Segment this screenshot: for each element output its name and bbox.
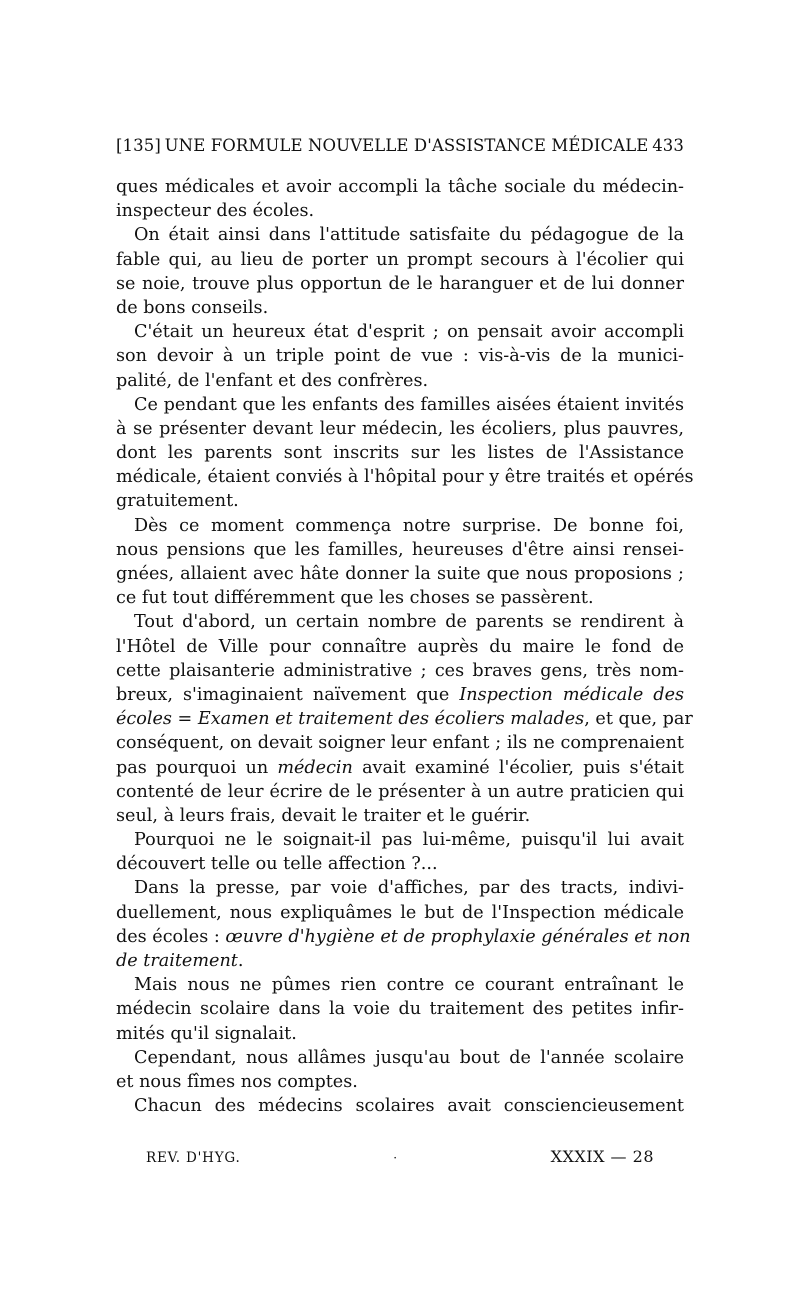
text-line [116, 417, 684, 441]
text-line [116, 1070, 684, 1094]
line-text: Cependant, nous allâmes jusqu'au bout de l'année scolaire [134, 1047, 684, 1068]
line-text: Dans la presse, par voie d'affiches, par des tracts, indivi- [134, 878, 684, 899]
line-text: médicale, étaient conviés à l'hôpital pour y être traités et opérés [116, 467, 694, 488]
line-text: contenté de leur écrire de le présenter à un autre praticien qui [116, 781, 684, 802]
line-text: se noie, trouve plus opportun de le haranguer et de lui donner [116, 273, 684, 294]
line-text: Chacun des médecins scolaires avait consciencieusement [134, 1096, 684, 1117]
text-line [116, 538, 684, 562]
line-text: Dès ce moment commença notre surprise. De bonne foi, [134, 515, 684, 536]
line-text: pas pourquoi un [116, 757, 269, 778]
line-text: mités qu'il signalait. [116, 1023, 297, 1044]
line-text: médecin scolaire dans la voie du traitement des petites infir- [116, 999, 684, 1020]
line-text: son devoir à un triple point de vue : vis-à-vis de la munici- [116, 346, 684, 367]
line-text: de bons conseils. [116, 297, 269, 318]
text-line [116, 441, 684, 465]
line-text: On était ainsi dans l'attitude satisfaite du pédagogue de la [134, 225, 684, 246]
running-title: UNE FORMULE NOUVELLE D'ASSISTANCE MÉDICALE [164, 136, 649, 155]
line-text: des écoles : [116, 926, 220, 947]
line-text: conséquent, on devait soigner leur enfant ; ils ne comprenaient [116, 733, 684, 754]
text-line [116, 199, 684, 223]
journal-abbreviation: REV. D'HYG. [146, 1150, 241, 1166]
line-text: gratuitement. [116, 491, 239, 512]
line-text: découvert telle ou telle affection ?... [116, 854, 438, 875]
line-text: . [237, 951, 244, 971]
text-line [116, 344, 684, 368]
text-line [116, 586, 684, 610]
text-line [116, 369, 684, 393]
italic-text: écoles = Examen et traitement des écoliers malades [116, 709, 585, 730]
italic-text: Inspection médicale des [459, 684, 685, 705]
line-text: palité, de l'enfant et des confrères. [116, 370, 429, 391]
line-text: gnées, allaient avec hâte donner la suite que nous proposions ; [116, 564, 684, 584]
line-text: inspecteur des écoles. [116, 201, 315, 222]
page-number: 433 [652, 136, 684, 155]
line-text: et nous fîmes nos comptes. [116, 1071, 358, 1092]
signature-mark: XXXIX — 28 [550, 1147, 654, 1166]
text-line [116, 659, 684, 683]
line-text: duellement, nous expliquâmes le but de l'Inspection médicale [116, 902, 684, 923]
line-text: Tout d'abord, un certain nombre de parents se rendirent à [134, 612, 684, 633]
text-line [116, 997, 684, 1021]
italic-text: de traitement [116, 951, 238, 971]
text-line [116, 1094, 684, 1118]
text-line [116, 731, 684, 755]
text-line [116, 876, 684, 900]
text-line [116, 514, 684, 538]
line-text: Ce pendant que les enfants des familles aisées étaient invités [134, 394, 684, 415]
text-line [116, 223, 684, 247]
line-text: à se présenter devant leur médecin, les écoliers, plus pauvres, [116, 418, 684, 439]
italic-text: médecin [277, 757, 353, 778]
text-line [116, 707, 693, 731]
text-line [116, 804, 684, 828]
text-line [116, 925, 691, 949]
text-line [116, 320, 684, 344]
italic-text: œuvre d'hygiène et de prophylaxie générales et non [225, 926, 691, 947]
text-line [116, 1022, 684, 1046]
text-line [116, 973, 684, 997]
text-line [116, 828, 684, 852]
section-number: [135] [116, 136, 161, 155]
line-text: nous pensions que les familles, heureuses d'être ainsi rensei- [116, 539, 684, 560]
text-line [116, 248, 684, 272]
line-text: cette plaisanterie administrative ; ces braves gens, très nom- [116, 660, 684, 681]
text-line [116, 901, 684, 925]
line-text: avait examiné l'écolier, puis s'était [362, 757, 684, 778]
text-line [116, 852, 684, 876]
text-line [116, 393, 684, 417]
text-line [116, 175, 684, 199]
text-line [116, 296, 684, 320]
text-line [116, 635, 684, 659]
text-line [116, 756, 684, 780]
line-text: C'était un heureux état d'esprit ; on pensait avoir accompli [134, 322, 684, 343]
line-text: Pourquoi ne le soignait-il pas lui-même, puisqu'il lui avait [134, 830, 684, 851]
text-line [116, 949, 684, 973]
text-line [116, 683, 684, 707]
text-line [116, 465, 694, 489]
line-text: breux, s'imaginaient naïvement que [116, 684, 450, 705]
text-line [116, 610, 684, 634]
text-line [116, 780, 684, 804]
text-line [116, 562, 684, 586]
line-text: dont les parents sont inscrits sur les listes de l'Assistance [116, 443, 684, 464]
text-line [116, 1046, 684, 1070]
line-text: seul, à leurs frais, devait le traiter et le guérir. [116, 805, 531, 826]
running-head [116, 136, 684, 156]
line-text: ques médicales et avoir accompli la tâche sociale du médecin- [116, 177, 684, 197]
page-footer [146, 1147, 654, 1166]
line-text: Mais nous ne pûmes rien contre ce courant entraînant le [134, 975, 684, 996]
line-text: ce fut tout différemment que les choses se passèrent. [116, 588, 594, 609]
text-line [116, 489, 684, 513]
line-text: , et que, par [584, 709, 693, 730]
text-line [116, 272, 684, 296]
body-text [116, 175, 694, 1118]
line-text: l'Hôtel de Ville pour connaître auprès du maire le fond de [116, 636, 684, 657]
footer-dot: · [393, 1151, 398, 1165]
line-text: fable qui, au lieu de porter un prompt secours à l'écolier qui [116, 249, 684, 270]
